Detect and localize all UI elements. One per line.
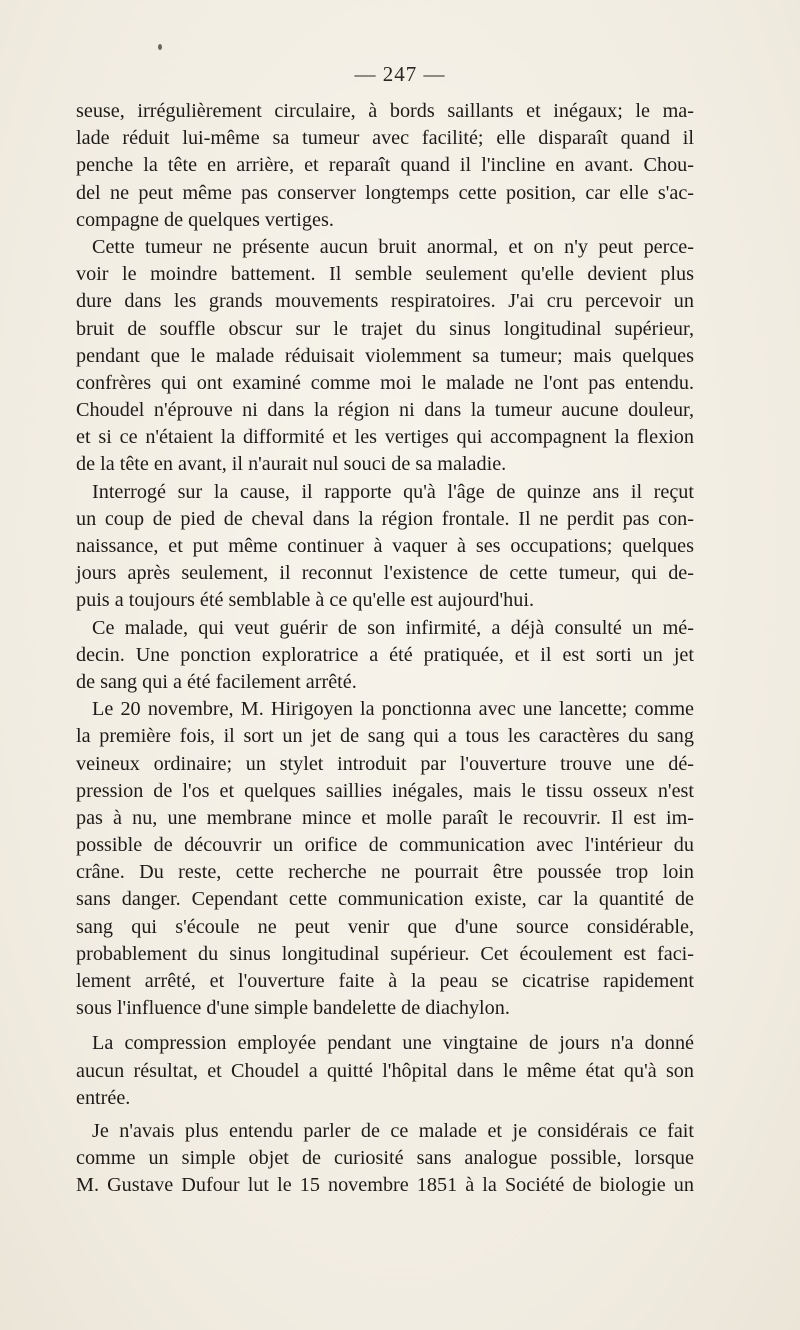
text-line: M. Gustave Dufour lut le 15 novembre 1851 à la Société de biologie un	[76, 1174, 694, 1197]
text-line: de la tête en avant, il n'aurait nul souci de sa maladie.	[76, 453, 507, 476]
text-line: et si ce n'étaient la difformité et les vertiges qui accompagnent la flexion	[76, 426, 694, 449]
text-line: dure dans les grands mouvements respiratoires. J'ai cru percevoir un	[76, 290, 694, 313]
text-line: sous l'influence d'une simple bandelette de diachylon.	[76, 997, 510, 1020]
text-line: Choudel n'éprouve ni dans la région ni dans la tumeur aucune douleur,	[76, 399, 694, 422]
text-line: Le 20 novembre, M. Hirigoyen la ponctionna avec une lancette; comme	[92, 698, 694, 721]
paragraph	[76, 479, 694, 615]
text-line: pression de l'os et quelques saillies inégales, mais le tissu osseux n'est	[76, 779, 694, 802]
text-line: decin. Une ponction exploratrice a été pratiquée, et il est sorti un jet	[76, 643, 694, 666]
text-line: La compression employée pendant une vingtaine de jours n'a donné	[92, 1032, 694, 1055]
text-line: Cette tumeur ne présente aucun bruit anormal, et on n'y peut perce-	[92, 235, 694, 258]
text-line: penche la tête en arrière, et reparaît quand il l'incline en avant. Chou-	[76, 154, 694, 177]
paragraph	[76, 98, 694, 234]
text-line: un coup de pied de cheval dans la région frontale. Il ne perdit pas con-	[76, 507, 694, 530]
text-line: puis a toujours été semblable à ce qu'elle est aujourd'hui.	[76, 589, 534, 612]
text-line: la première fois, il sort un jet de sang qui a tous les caractères du sang	[76, 725, 694, 748]
text-line: pas à nu, une membrane mince et molle paraît le recouvrir. Il est im-	[76, 806, 694, 829]
paragraph	[76, 234, 694, 479]
text-line: lade réduit lui-même sa tumeur avec facilité; elle disparaît quand il	[76, 127, 694, 150]
text-line: jours après seulement, il reconnut l'existence de cette tumeur, qui de-	[76, 562, 694, 585]
text-line: aucun résultat, et Choudel a quitté l'hôpital dans le même état qu'à son	[76, 1059, 694, 1082]
body-text	[76, 98, 694, 1200]
text-line: bruit de souffle obscur sur le trajet du sinus longitudinal supérieur,	[76, 317, 694, 340]
text-line: seuse, irrégulièrement circulaire, à bords saillants et inégaux; le ma-	[76, 100, 694, 122]
paragraph	[76, 1118, 694, 1200]
text-line: confrères qui ont examiné comme moi le malade ne l'ont pas entendu.	[76, 371, 694, 394]
page-number: — 247 —	[354, 62, 446, 86]
text-line: Je n'avais plus entendu parler de ce malade et je considérais ce fait	[92, 1119, 694, 1142]
text-line: entrée.	[76, 1086, 131, 1109]
ink-speck	[158, 44, 162, 50]
text-line: comme un simple objet de curiosité sans analogue possible, lorsque	[76, 1147, 694, 1170]
text-line: naissance, et put même continuer à vaquer à ses occupations; quelques	[76, 535, 694, 557]
paragraph	[76, 696, 694, 1022]
paragraph	[76, 1030, 694, 1112]
text-line: possible de découvrir un orifice de communication avec l'intérieur du	[76, 834, 694, 857]
text-line: Ce malade, qui veut guérir de son infirmité, a déjà consulté un mé-	[92, 616, 694, 639]
text-line: lement arrêté, et l'ouverture faite à la peau se cicatrise rapidement	[76, 970, 694, 992]
text-line: probablement du sinus longitudinal supérieur. Cet écoulement est faci-	[76, 942, 694, 965]
text-line: pendant que le malade réduisait violemment sa tumeur; mais quelques	[76, 344, 694, 367]
text-line: voir le moindre battement. Il semble seulement qu'elle devient plus	[76, 263, 694, 286]
text-line: compagne de quelques vertiges.	[76, 208, 334, 231]
paragraph	[76, 615, 694, 697]
text-line: del ne peut même pas conserver longtemps cette position, car elle s'ac-	[76, 181, 694, 204]
text-line: sans danger. Cependant cette communication existe, car la quantité de	[76, 888, 694, 911]
text-line: veineux ordinaire; un stylet introduit par l'ouverture trouve une dé-	[76, 752, 694, 775]
text-line: Interrogé sur la cause, il rapporte qu'à l'âge de quinze ans il reçut	[92, 480, 694, 503]
text-line: de sang qui a été facilement arrêté.	[76, 670, 357, 693]
text-line: sang qui s'écoule ne peut venir que d'une source considérable,	[76, 915, 694, 938]
text-line: crâne. Du reste, cette recherche ne pourrait être poussée trop loin	[76, 861, 694, 884]
